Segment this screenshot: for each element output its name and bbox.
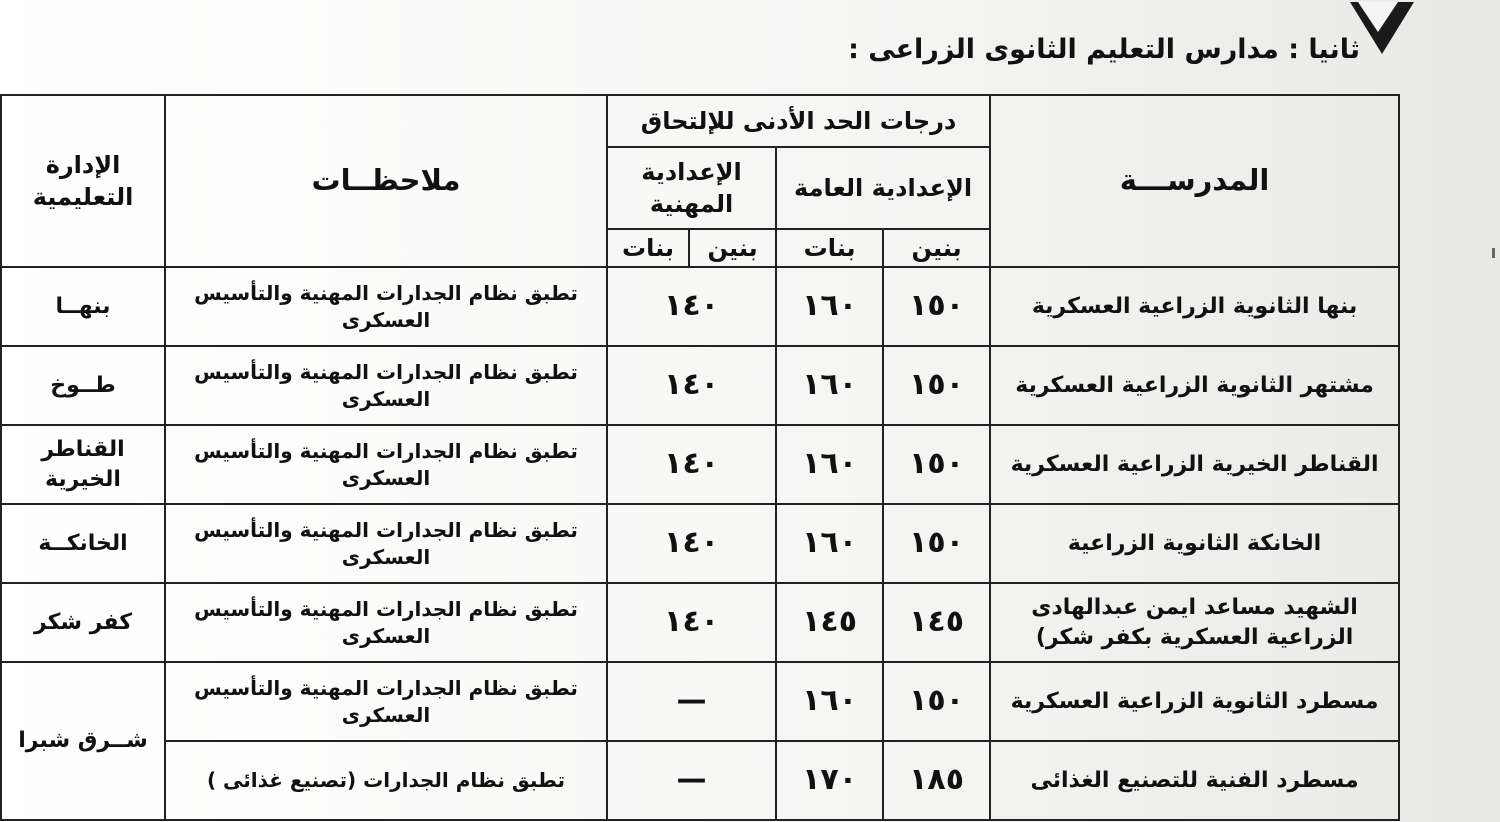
vocational-grade: ١٤٠ [607,425,776,504]
school-name: مسطرد الفنية للتصنيع الغذائى [990,741,1399,820]
general-girls-grade: ١٧٠ [776,741,883,820]
header-general-prep: الإعدادية العامة [776,147,990,229]
header-school: المدرســـة [990,95,1399,267]
vocational-grade: ١٤٠ [607,267,776,346]
general-boys-grade: ١٨٥ [883,741,990,820]
school-name: بنها الثانوية الزراعية العسكرية [990,267,1399,346]
section-heading: ثانيا : مدارس التعليم الثانوى الزراعى : [848,34,1360,65]
school-name: القناطر الخيرية الزراعية العسكرية [990,425,1399,504]
table-row [1,267,1399,346]
admin-cell: طــوخ [1,346,165,425]
notes-cell: تطبق نظام الجدارات المهنية والتأسيس العسكرى [165,504,607,583]
corner-triangle-inner [1358,2,1398,32]
header-min-grades: درجات الحد الأدنى للإلتحاق [607,95,990,147]
table-row [1,425,1399,504]
general-boys-grade: ١٥٠ [883,267,990,346]
table-row [1,583,1399,662]
vocational-grade: ١٤٠ [607,583,776,662]
vocational-grade: — [607,741,776,820]
school-name: مسطرد الثانوية الزراعية العسكرية [990,662,1399,741]
general-girls-grade: ١٦٠ [776,267,883,346]
notes-cell: تطبق نظام الجدارات المهنية والتأسيس العسكرى [165,662,607,741]
header-notes: ملاحظــات [165,95,607,267]
school-name: الشهيد مساعد ايمن عبدالهادى الزراعية العسكرية بكفر شكر) [990,583,1399,662]
admin-cell: الخانكــة [1,504,165,583]
admin-cell: بنهــا [1,267,165,346]
notes-cell: تطبق نظام الجدارات المهنية والتأسيس العسكرى [165,583,607,662]
vocational-grade: — [607,662,776,741]
general-girls-grade: ١٦٠ [776,425,883,504]
table-row [1,662,1399,741]
header-general-girls: بنات [776,229,883,267]
admin-cell-shared: شــرق شبرا [1,662,165,820]
table-row [1,741,1399,820]
general-boys-grade: ١٥٠ [883,504,990,583]
notes-cell: تطبق نظام الجدارات (تصنيع غذائى ) [165,741,607,820]
general-girls-grade: ١٦٠ [776,662,883,741]
header-row-1 [1,95,1399,147]
school-name: مشتهر الثانوية الزراعية العسكرية [990,346,1399,425]
admin-cell: القناطر الخيرية [1,425,165,504]
general-boys-grade: ١٥٠ [883,425,990,504]
admin-cell: كفر شكر [1,583,165,662]
general-girls-grade: ١٤٥ [776,583,883,662]
vocational-grade: ١٤٠ [607,346,776,425]
header-vocational-boys: بنين [689,229,776,267]
header-vocational-prep: الإعدادية المهنية [607,147,776,229]
notes-cell: تطبق نظام الجدارات المهنية والتأسيس العسكرى [165,267,607,346]
schools-table [0,94,1400,821]
table-row [1,504,1399,583]
general-girls-grade: ١٦٠ [776,346,883,425]
header-vocational-girls: بنات [607,229,689,267]
vocational-grade: ١٤٠ [607,504,776,583]
margin-mark [1492,248,1495,258]
notes-cell: تطبق نظام الجدارات المهنية والتأسيس العسكرى [165,346,607,425]
table-row [1,346,1399,425]
general-boys-grade: ١٥٠ [883,346,990,425]
header-admin: الإدارة التعليمية [1,95,165,267]
general-boys-grade: ١٤٥ [883,583,990,662]
general-girls-grade: ١٦٠ [776,504,883,583]
header-general-boys: بنين [883,229,990,267]
general-boys-grade: ١٥٠ [883,662,990,741]
notes-cell: تطبق نظام الجدارات المهنية والتأسيس العسكرى [165,425,607,504]
school-name: الخانكة الثانوية الزراعية [990,504,1399,583]
